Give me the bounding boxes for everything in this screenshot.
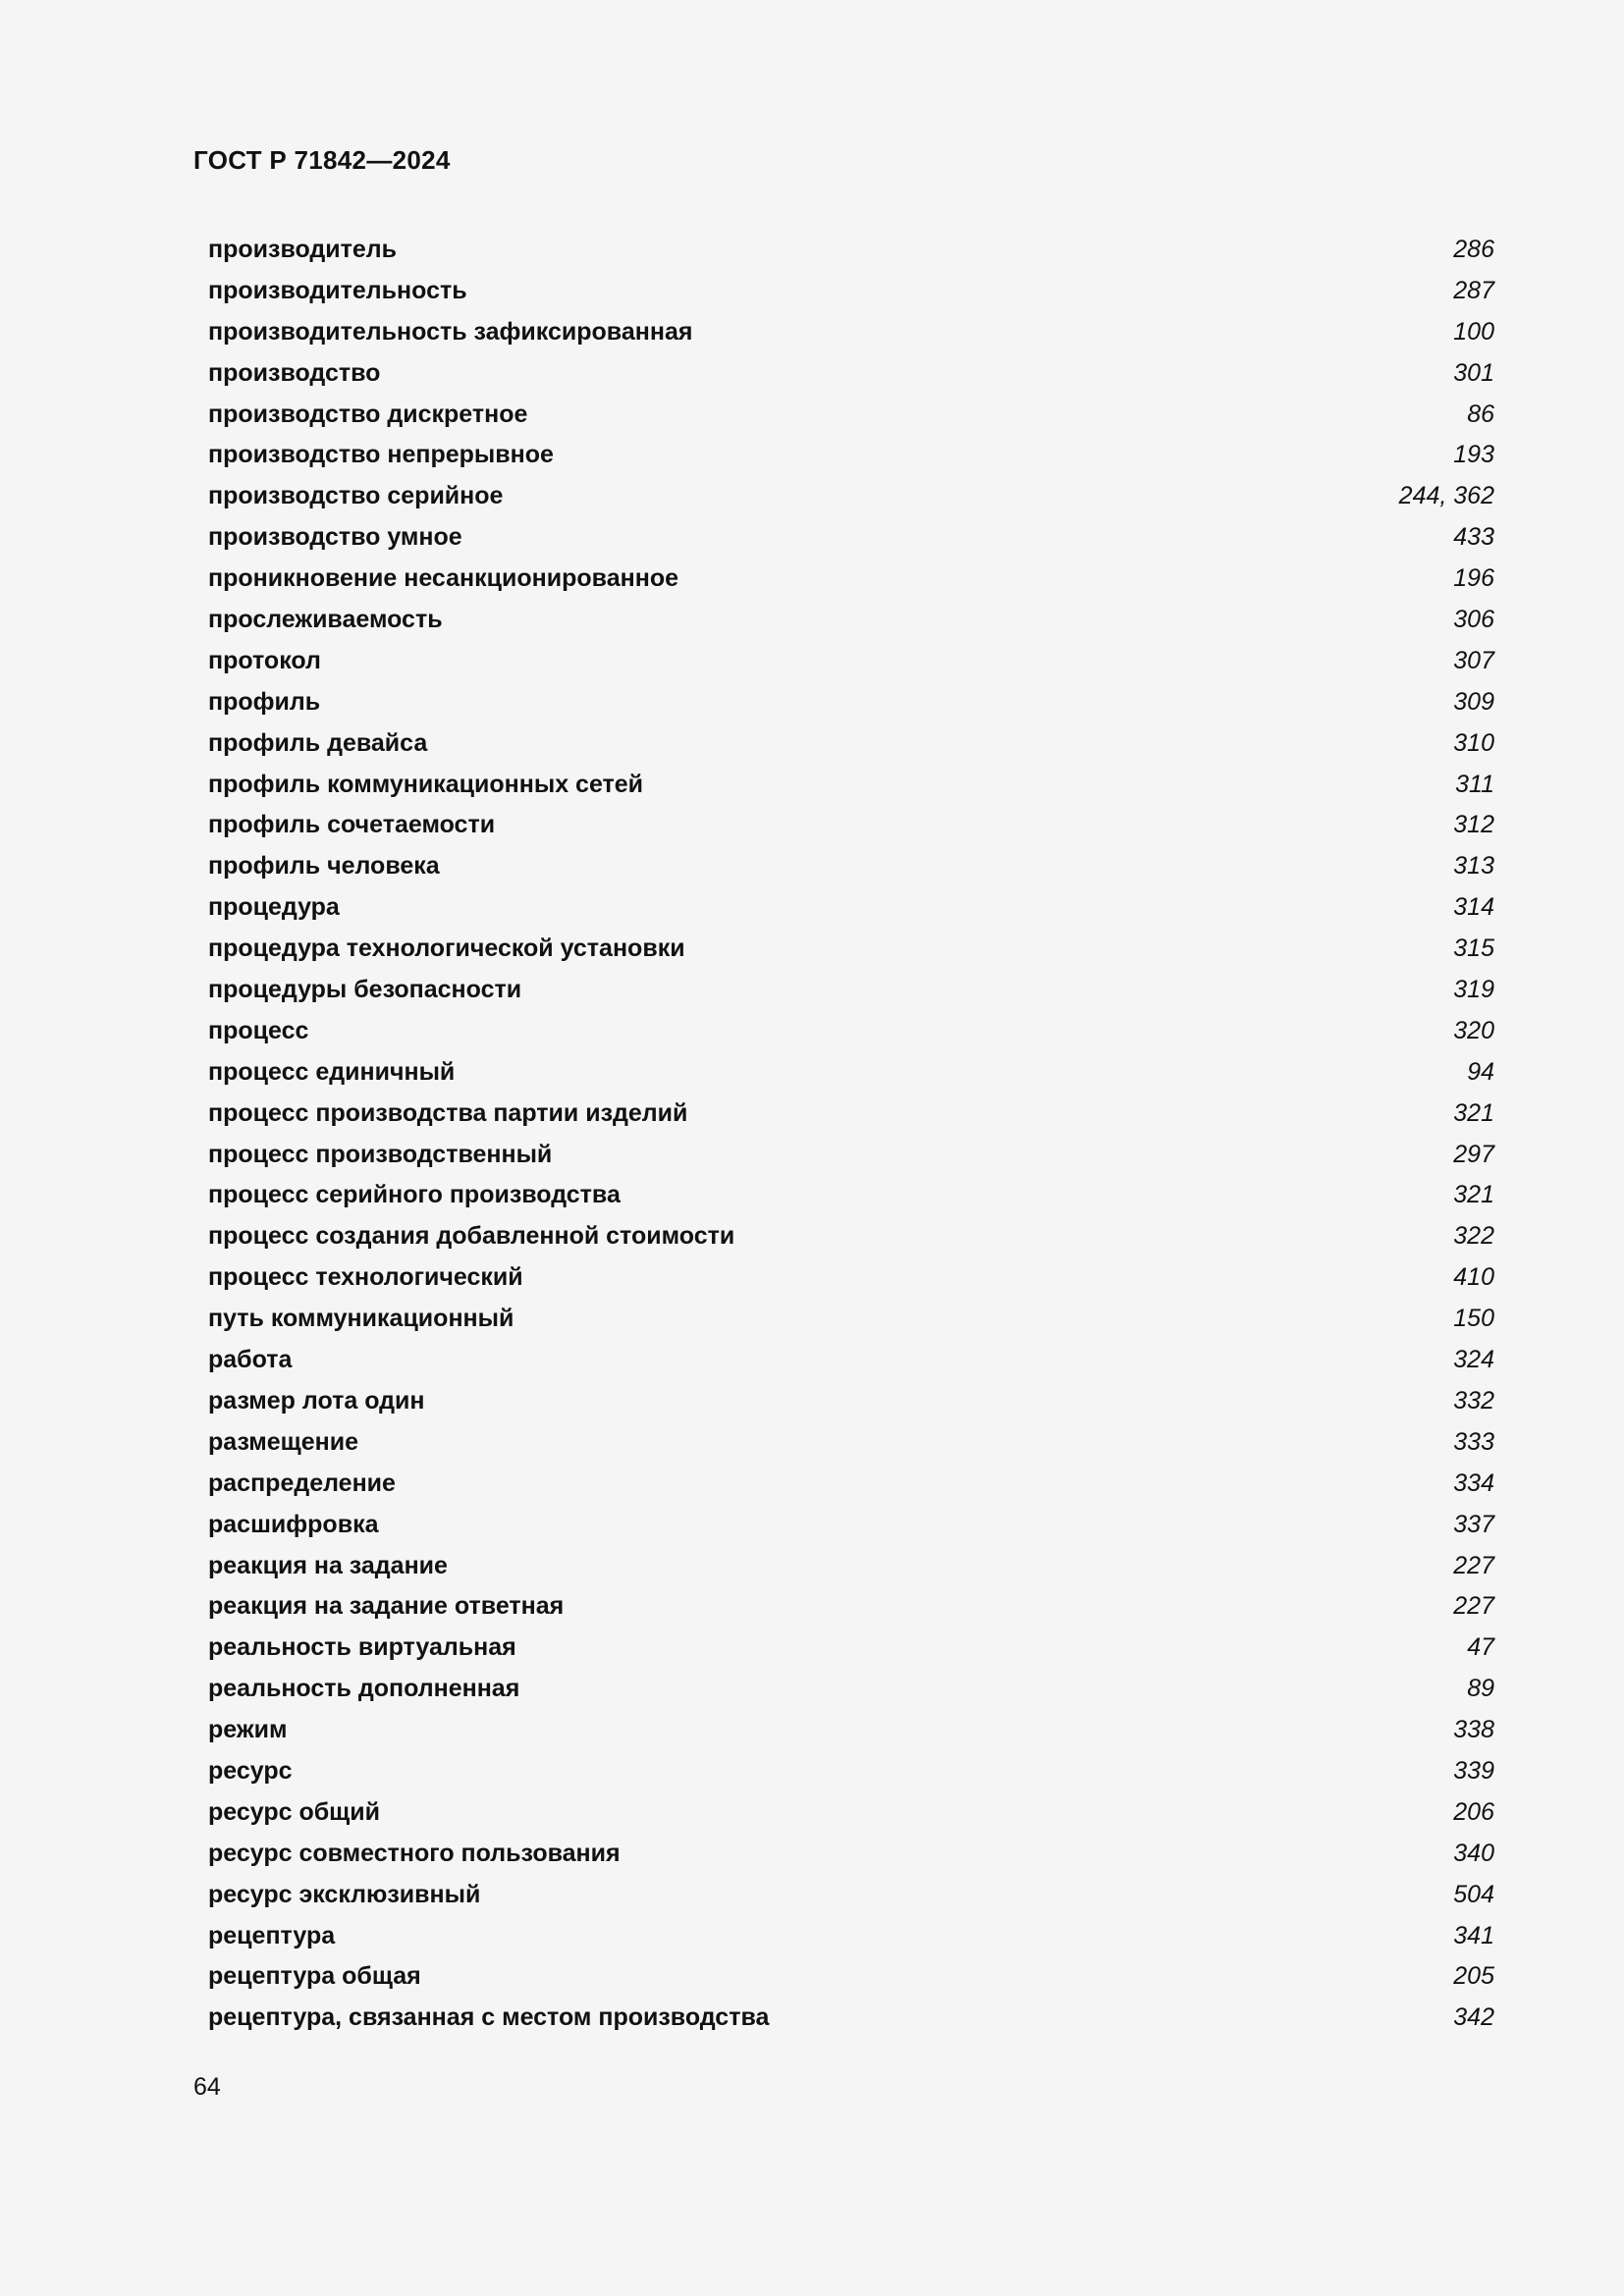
index-page-reference: 334 <box>1453 1468 1494 1497</box>
index-term: реальность виртуальная <box>208 1633 516 1662</box>
index-entry <box>208 1017 1494 1058</box>
page-number: 64 <box>193 2073 221 2101</box>
index-term: профиль человека <box>208 852 440 881</box>
index-term: процесс единичный <box>208 1057 456 1086</box>
index-entry <box>208 1141 1494 1182</box>
index-page-reference: 339 <box>1453 1756 1494 1785</box>
index-page-reference: 196 <box>1453 564 1494 593</box>
index-page-reference: 342 <box>1453 2003 1494 2032</box>
index-entry <box>208 1675 1494 1716</box>
index-term: процесс серийного производства <box>208 1181 621 1209</box>
index-term: путь коммуникационный <box>208 1305 514 1333</box>
index-entry <box>208 277 1494 318</box>
index-page-reference: 301 <box>1453 358 1494 387</box>
index-page-reference: 433 <box>1453 523 1494 552</box>
index-term: процесс <box>208 1016 309 1044</box>
subject-index <box>208 236 1494 2045</box>
index-page-reference: 94 <box>1467 1057 1494 1086</box>
index-entry <box>208 1798 1494 1840</box>
index-term: производство непрерывное <box>208 441 554 469</box>
index-page-reference: 504 <box>1453 1880 1494 1908</box>
index-term: протокол <box>208 646 321 674</box>
index-entry <box>208 771 1494 812</box>
index-entry <box>208 1633 1494 1675</box>
index-entry <box>208 318 1494 359</box>
index-term: производство дискретное <box>208 400 528 428</box>
index-page-reference: 312 <box>1453 811 1494 839</box>
index-page-reference: 227 <box>1453 1551 1494 1579</box>
index-page-reference: 338 <box>1453 1716 1494 1744</box>
index-page-reference: 332 <box>1453 1386 1494 1415</box>
index-page-reference: 410 <box>1453 1263 1494 1292</box>
index-term: ресурс совместного пользования <box>208 1839 621 1867</box>
index-term: рецептура, связанная с местом производства <box>208 2003 770 2032</box>
index-entry <box>208 482 1494 523</box>
index-page-reference: 244, 362 <box>1398 482 1494 510</box>
index-term: распределение <box>208 1468 396 1497</box>
index-entry <box>208 1387 1494 1428</box>
index-term: процедура <box>208 893 340 922</box>
index-entry <box>208 400 1494 442</box>
index-page-reference: 333 <box>1453 1427 1494 1456</box>
index-entry <box>208 934 1494 976</box>
index-entry <box>208 1757 1494 1798</box>
index-entry <box>208 1222 1494 1263</box>
index-term: профиль сочетаемости <box>208 811 496 839</box>
index-page-reference: 320 <box>1453 1016 1494 1044</box>
index-entry <box>208 1469 1494 1511</box>
index-page-reference: 205 <box>1453 1962 1494 1991</box>
index-term: производство умное <box>208 523 462 552</box>
index-term: ресурс общий <box>208 1797 380 1826</box>
index-term: производство <box>208 358 381 387</box>
index-term: процесс производства партии изделий <box>208 1098 688 1127</box>
index-entry <box>208 1962 1494 2003</box>
index-term: процедуры безопасности <box>208 976 522 1004</box>
index-entry <box>208 236 1494 277</box>
index-entry <box>208 1181 1494 1222</box>
index-term: реакция на задание ответная <box>208 1592 565 1621</box>
index-term: ресурс <box>208 1756 293 1785</box>
index-page-reference: 307 <box>1453 646 1494 674</box>
document-code: ГОСТ Р 71842—2024 <box>193 145 451 175</box>
index-page-reference: 337 <box>1453 1510 1494 1538</box>
index-page-reference: 286 <box>1453 236 1494 263</box>
index-entry <box>208 1263 1494 1305</box>
index-page-reference: 227 <box>1453 1592 1494 1621</box>
index-entry <box>208 852 1494 893</box>
index-entry <box>208 1592 1494 1633</box>
index-term: профиль <box>208 687 321 716</box>
index-page-reference: 313 <box>1453 852 1494 881</box>
index-term: процесс производственный <box>208 1140 553 1168</box>
index-entry <box>208 1099 1494 1141</box>
index-term: режим <box>208 1716 288 1744</box>
index-page-reference: 340 <box>1453 1839 1494 1867</box>
index-term: процесс технологический <box>208 1263 523 1292</box>
index-entry <box>208 893 1494 934</box>
index-term: ресурс эксклюзивный <box>208 1880 481 1908</box>
index-page-reference: 311 <box>1455 770 1494 798</box>
index-term: производительность <box>208 276 467 304</box>
index-entry <box>208 976 1494 1017</box>
index-entry <box>208 1716 1494 1757</box>
index-page-reference: 321 <box>1453 1098 1494 1127</box>
index-page-reference: 287 <box>1453 276 1494 304</box>
index-term: профиль коммуникационных сетей <box>208 770 644 798</box>
index-term: производство серийное <box>208 482 504 510</box>
index-page-reference: 193 <box>1453 441 1494 469</box>
index-term: размер лота один <box>208 1386 425 1415</box>
index-term: проникновение несанкционированное <box>208 564 678 593</box>
index-term: рецептура <box>208 1921 336 1949</box>
index-term: рецептура общая <box>208 1962 421 1991</box>
index-entry <box>208 1881 1494 1922</box>
index-entry <box>208 2003 1494 2045</box>
index-page-reference: 309 <box>1453 687 1494 716</box>
index-term: процедура технологической установки <box>208 934 685 963</box>
index-page-reference: 306 <box>1453 606 1494 634</box>
index-term: процесс создания добавленной стоимости <box>208 1222 735 1251</box>
index-entry <box>208 1922 1494 1963</box>
index-entry <box>208 359 1494 400</box>
index-page-reference: 324 <box>1453 1346 1494 1374</box>
index-entry <box>208 564 1494 606</box>
index-entry <box>208 688 1494 729</box>
index-entry <box>208 523 1494 564</box>
index-term: производительность зафиксированная <box>208 317 693 346</box>
index-entry <box>208 1428 1494 1469</box>
index-term: размещение <box>208 1427 359 1456</box>
index-page-reference: 86 <box>1467 400 1494 428</box>
index-page-reference: 310 <box>1453 728 1494 757</box>
index-page-reference: 319 <box>1453 976 1494 1004</box>
index-term: профиль девайса <box>208 728 428 757</box>
index-page-reference: 321 <box>1453 1181 1494 1209</box>
index-page-reference: 322 <box>1453 1222 1494 1251</box>
index-page-reference: 341 <box>1453 1921 1494 1949</box>
index-entry <box>208 647 1494 688</box>
index-page-reference: 100 <box>1453 317 1494 346</box>
index-term: расшифровка <box>208 1510 379 1538</box>
index-term: прослеживаемость <box>208 606 443 634</box>
index-entry <box>208 1058 1494 1099</box>
index-entry <box>208 1511 1494 1552</box>
index-term: реальность дополненная <box>208 1675 520 1703</box>
index-entry <box>208 811 1494 852</box>
index-entry <box>208 606 1494 647</box>
index-page-reference: 47 <box>1467 1633 1494 1662</box>
index-page-reference: 297 <box>1453 1140 1494 1168</box>
index-term: производитель <box>208 236 398 263</box>
index-term: работа <box>208 1346 293 1374</box>
index-entry <box>208 441 1494 482</box>
index-page-reference: 314 <box>1453 893 1494 922</box>
index-page-reference: 315 <box>1453 934 1494 963</box>
index-entry <box>208 729 1494 771</box>
index-page-reference: 150 <box>1453 1305 1494 1333</box>
index-entry <box>208 1346 1494 1387</box>
index-page-reference: 206 <box>1453 1797 1494 1826</box>
index-term: реакция на задание <box>208 1551 448 1579</box>
index-entry <box>208 1305 1494 1346</box>
index-entry <box>208 1840 1494 1881</box>
index-entry <box>208 1552 1494 1593</box>
index-page-reference: 89 <box>1467 1675 1494 1703</box>
